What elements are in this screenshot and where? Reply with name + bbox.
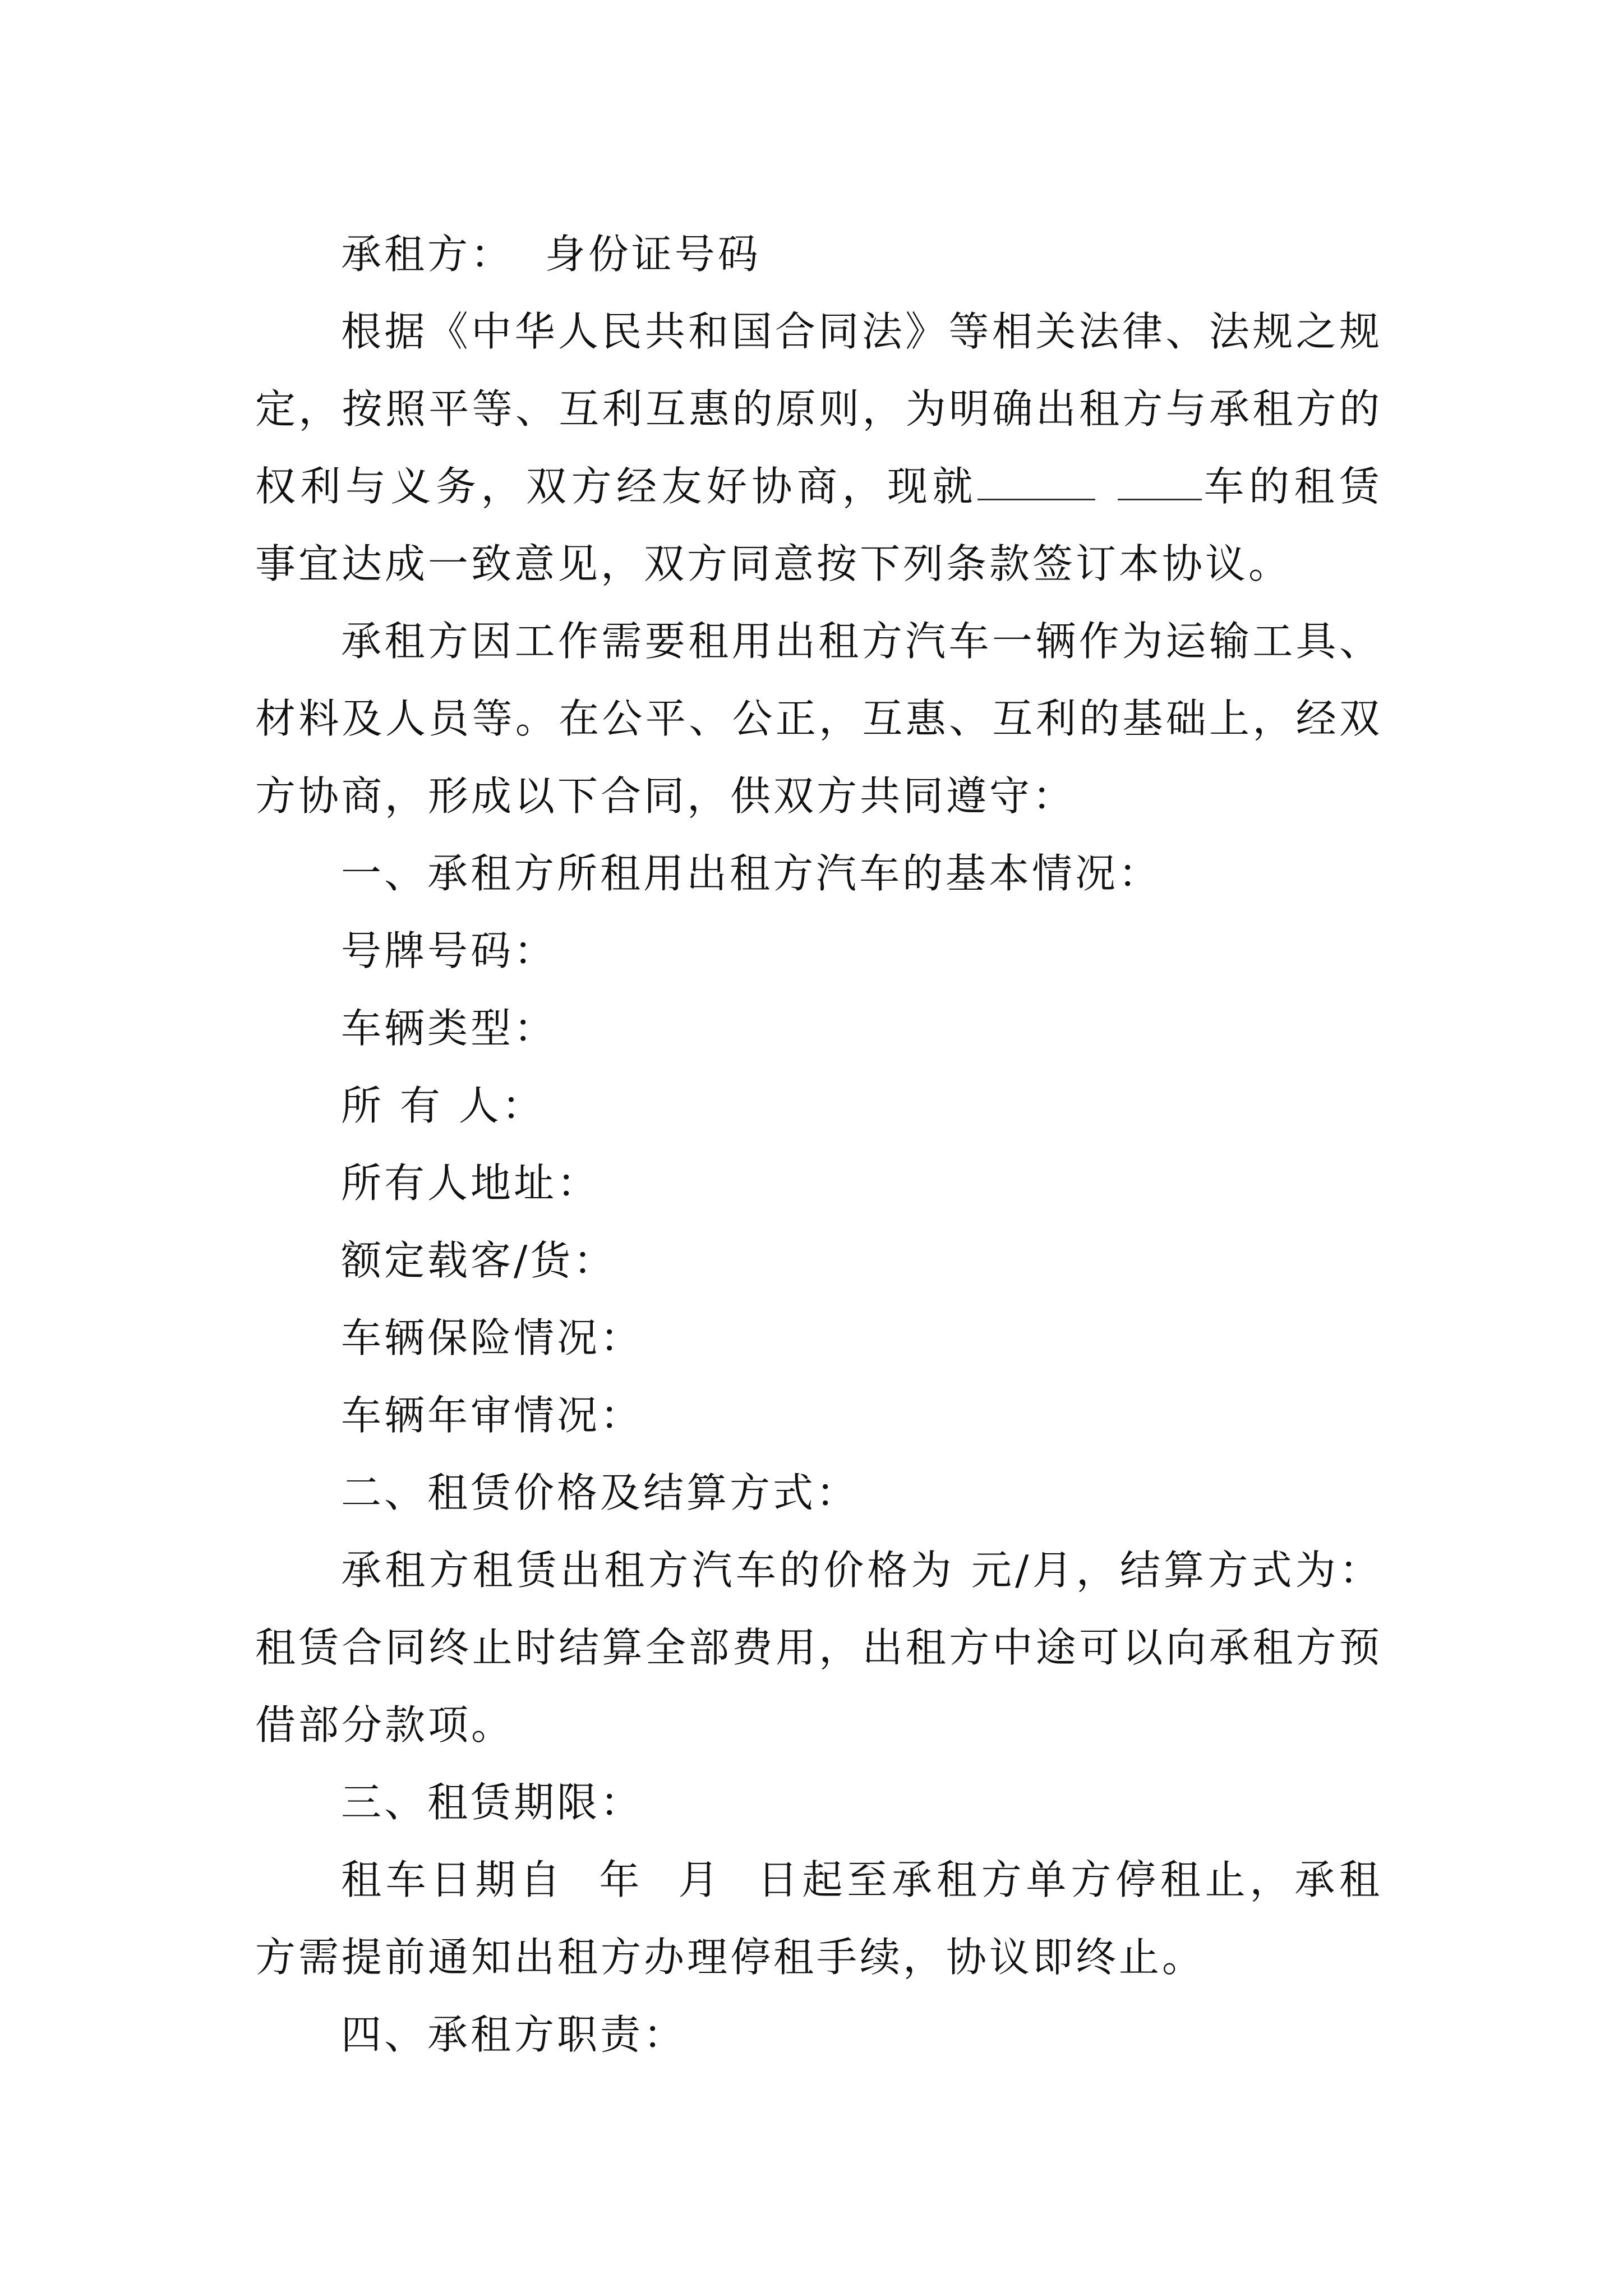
field-rated-capacity: 额定载客/货： (341, 1237, 617, 1284)
vehicle-blank-line-2 (1118, 468, 1202, 500)
section-3-body: 租车日期自 年 月 日起至承租方单方停租止，承租方需提前通知出租方办理停租手续，协议即终止。 (255, 1856, 1382, 1981)
section-1-heading: 一、承租方所租用出租方汽车的基本情况： (341, 850, 1162, 897)
intro-text-part-2: 车的租赁事宜达成一致意见，双方同意按下列条款签订本协议。 (255, 463, 1382, 587)
contract-body (255, 215, 1382, 2073)
field-vehicle-type: 车辆类型： (341, 1005, 557, 1052)
field-annual-inspection: 车辆年审情况： (341, 1392, 644, 1439)
intro-text-part-1: 根据《中华人民共和国合同法》等相关法律、法规之规定，按照平等、互利互惠的原则，为明确出租方与承租方的权利与义务，双方经友好协商，现就 (255, 308, 1382, 510)
section-4-heading: 四、承租方职责： (341, 2011, 687, 2058)
lessee-id-line: 承租方： 身份证号码 (341, 231, 761, 278)
field-plate-number: 号牌号码： (341, 927, 557, 974)
section-2-heading: 二、租赁价格及结算方式： (341, 1469, 860, 1516)
field-owner: 所 有 人： (341, 1082, 545, 1129)
purpose-paragraph: 承租方因工作需要租用出租方汽车一辆作为运输工具、材料及人员等。在公平、公正，互惠、互利的基础上，经双方协商，形成以下合同，供双方共同遵守： (255, 618, 1382, 820)
field-insurance-status: 车辆保险情况： (341, 1314, 644, 1361)
section-2-body: 承租方租赁出租方汽车的价格为 元/月，结算方式为：租赁合同终止时结算全部费用，出租方中途可以向承租方预借部分款项。 (255, 1547, 1382, 1749)
field-owner-address: 所有人地址： (341, 1159, 601, 1207)
section-3-heading: 三、租赁期限： (341, 1779, 644, 1826)
intro-paragraph (255, 293, 1382, 602)
vehicle-blank-line-1 (978, 468, 1095, 500)
